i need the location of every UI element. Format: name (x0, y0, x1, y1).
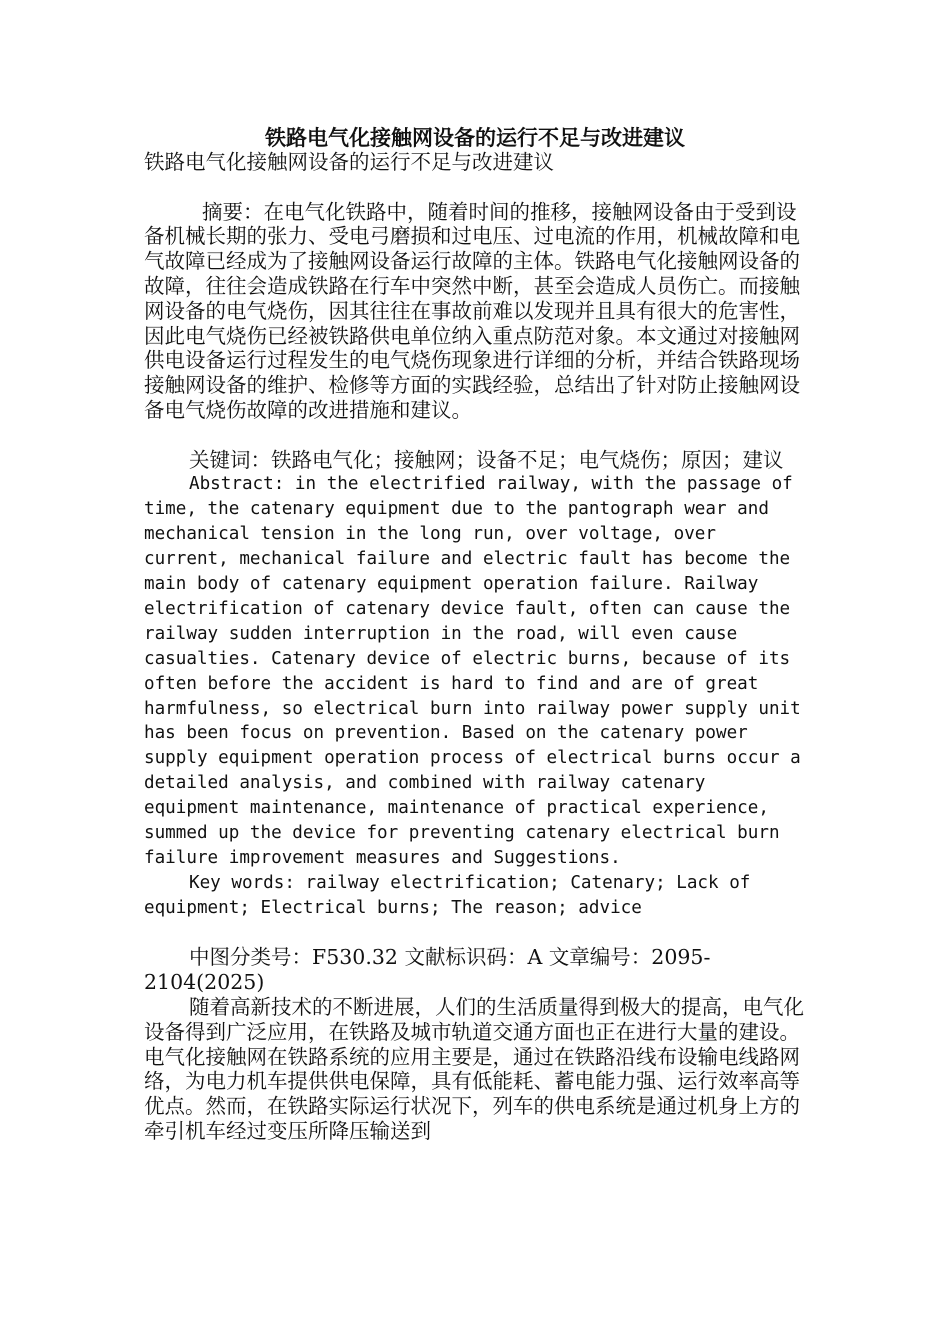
keywords-english: Key words: railway electrification; Catenary; Lack of equipment; Electrical burns; The reason; advice (144, 872, 751, 918)
spacer (144, 175, 808, 200)
document-body (144, 150, 808, 1144)
document-subtitle: 铁路电气化接触网设备的运行不足与改进建议 (144, 150, 554, 174)
classification-line: 中图分类号：F530.32 文献标识码：A 文章编号：2095-2104(2025) (144, 945, 711, 995)
body-paragraph: 随着高新技术的不断进展，人们的生活质量得到极大的提高，电气化设备得到广泛应用，在铁路及城市轨道交通方面也正在进行大量的建设。电气化接触网在铁路系统的应用主要是，通过在铁路沿线布设输电线路网络，为电力机车提供供电保障，具有低能耗、蓄电能力强、运行效率高等优点。然而，在铁路实际运行状况下，列车的供电系统是通过机身上方的牵引机车经过变压所降压输送到 (144, 995, 804, 1144)
document-title: 铁路电气化接触网设备的运行不足与改进建议 (265, 125, 685, 150)
keywords-chinese: 关键词：铁路电气化；接触网；设备不足；电气烧伤；原因；建议 (189, 447, 784, 472)
abstract-english: Abstract: in the electrified railway, with the passage of time, the catenary equipment due to the pantograph wear and mechanical tension in the long run, over voltage, over current, mechanical failure and electric fault has become the main body of catenary equipment operation failure. Railway electrification of catenary device fault, often can cause the railway sudden interruption in the road, will even cause casualties. Catenary device of electric burns, because of its often before the accident is hard to find and are of great harmfulness, so electrical burn into railway power supply unit has been focus on prevention. Based on the catenary power supply equipment operation process of electrical burns occur a detailed analysis, and combined with railway catenary equipment maintenance, maintenance of practical experience, summed up the device for preventing catenary electrical burn failure improvement measures and Suggestions. (144, 474, 801, 868)
spacer (144, 423, 808, 448)
spacer (144, 921, 808, 946)
abstract-chinese: 摘要：在电气化铁路中，随着时间的推移，接触网设备由于受到设备机械长期的张力、受电弓磨损和过电压、过电流的作用，机械故障和电气故障已经成为了接触网设备运行故障的主体。铁路电气化接触网设备的故障，往往会造成铁路在行车中突然中断，甚至会造成人员伤亡。而接触网设备的电气烧伤，因其往往在事故前难以发现并且具有很大的危害性，因此电气烧伤已经被铁路供电单位纳入重点防范对象。本文通过对接触网供电设备运行过程发生的电气烧伤现象进行详细的分析，并结合铁路现场接触网设备的维护、检修等方面的实践经验，总结出了针对防止接触网设备电气烧伤故障的改进措施和建议。 (144, 199, 800, 422)
